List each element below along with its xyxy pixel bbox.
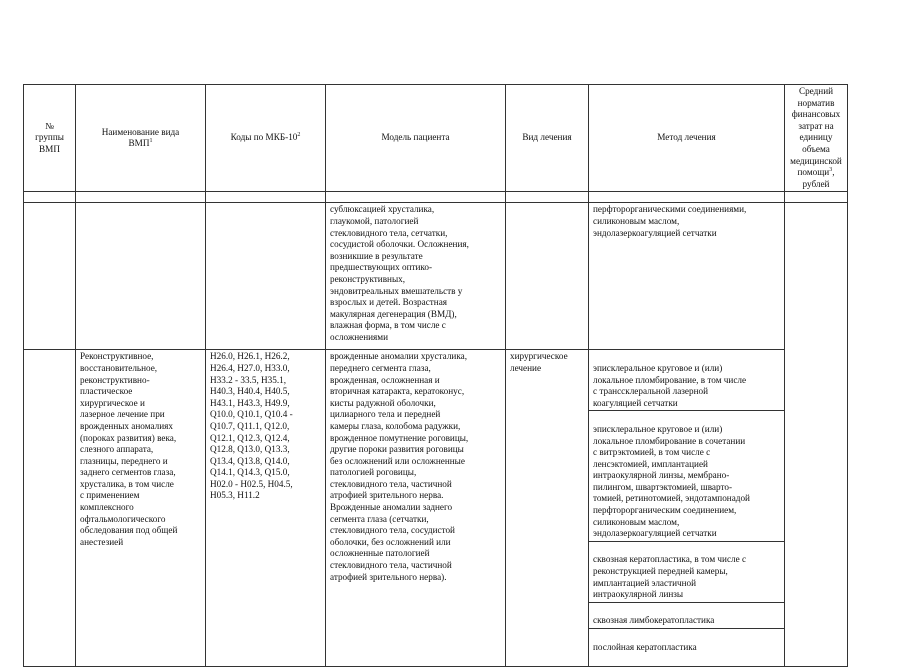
vmp-table	[23, 84, 848, 667]
cell-treatment-method: перфторорганическими соединениями, силиконовым маслом, эндолазеркоагуляцией сетчатки	[589, 203, 785, 350]
cell-group-no	[24, 350, 76, 666]
method-item: эписклеральное круговое и (или) локальное пломбирование, в том числе с транссклеральной лазерной коагуляцией сетчатки	[589, 362, 784, 411]
header-icd-codes: Коды по МКБ-$10^2$	[206, 85, 326, 192]
cell-icd-codes: H26.0, H26.1, H26.2, H26.4, H27.0, H33.0, H33.2 - 33.5, H35.1, H40.3, H40.4, H40.5, H43.1, H43.3, H49.9, Q10.0, Q10.1, Q10.4 - Q10.7, Q11.1, Q12.0, Q12.1, Q12.3, Q12.4, Q12.8, Q13.0, Q13.3, Q13.4, Q13.8, Q14.0, Q14.1, Q14.3, Q15.0, H02.0 - H02.5, H04.5, H05.3, H11.2	[206, 350, 326, 666]
cell-treatment-type: хирургическое лечение	[506, 350, 589, 666]
header-avg-cost: Средний норматив финансовых затрат на единицу объема медицинской помощи$^3$, рублей	[785, 85, 848, 192]
main-row	[24, 350, 848, 666]
cell-patient-model: сублюксацией хрусталика, глаукомой, патологией стекловидного тела, сетчатки, сосудистой оболочки. Осложнения, возникшие в результате предшествующих оптико- реконструктивных, эндовитреальных вмешательств у взрослых и детей. Возрастная макулярная дегенерация (ВМД), влажная форма, в том числе с осложнениями	[326, 203, 506, 350]
method-item: эписклеральное круговое и (или) локальное пломбирование в сочетании с витрэктомией, в том числе с ленсэктомией, имплантацией интраокулярной линзы, мембрано- пилингом, швартэктомией, шварто- томией, ретинотомией, эндотампонадой перфторорганическим соединением, силиконовым маслом, эндолазеркоагуляцией сетчатки	[589, 423, 784, 542]
header-group-no: № группы ВМП	[24, 85, 76, 192]
cell-vmp-name: Реконструктивное, восстановительное, реконструктивно- пластическое хирургическое и лазерное лечение при врожденных аномалиях (пороках развития) века, слезного аппарата, глазницы, переднего и заднего сегментов глаза, хрусталика, в том числе с применением комплексного офтальмологического обследования под общей анестезией	[76, 350, 206, 666]
spacer-row	[24, 192, 848, 203]
header-vmp-name: Наименование вида ВМП$^1$	[76, 85, 206, 192]
cell-treatment-type	[506, 203, 589, 350]
method-item: сквозная лимбокератопластика	[589, 614, 784, 629]
header-row	[24, 85, 848, 192]
header-patient-model: Модель пациента	[326, 85, 506, 192]
cell-group-no	[24, 203, 76, 350]
continuation-row	[24, 203, 848, 350]
cell-avg-cost	[785, 203, 848, 666]
method-item: послойная кератопластика	[593, 641, 697, 652]
header-treatment-method: Метод лечения	[589, 85, 785, 192]
cell-vmp-name	[76, 203, 206, 350]
cell-icd-codes	[206, 203, 326, 350]
header-treatment-type: Вид лечения	[506, 85, 589, 192]
cell-patient-model: врожденные аномалии хрусталика, переднего сегмента глаза, врожденная, осложненная и вторичная катаракта, кератоконус, кисты радужной оболочки, цилиарного тела и передней камеры глаза, колобома радужки, врожденное помутнение роговицы, другие пороки развития роговицы без осложнений или осложненные патологией роговицы, стекловидного тела, частичной атрофией зрительного нерва. Врожденные аномалии заднего сегмента глаза (сетчатки, стекловидного тела, сосудистой оболочки, без осложнений или осложненные патологией стекловидного тела, частичной атрофией зрительного нерва).	[326, 350, 506, 666]
method-item: сквозная кератопластика, в том числе с реконструкцией передней камеры, имплантацией эластичной интраокулярной линзы	[589, 553, 784, 602]
cell-treatment-methods	[589, 350, 785, 666]
